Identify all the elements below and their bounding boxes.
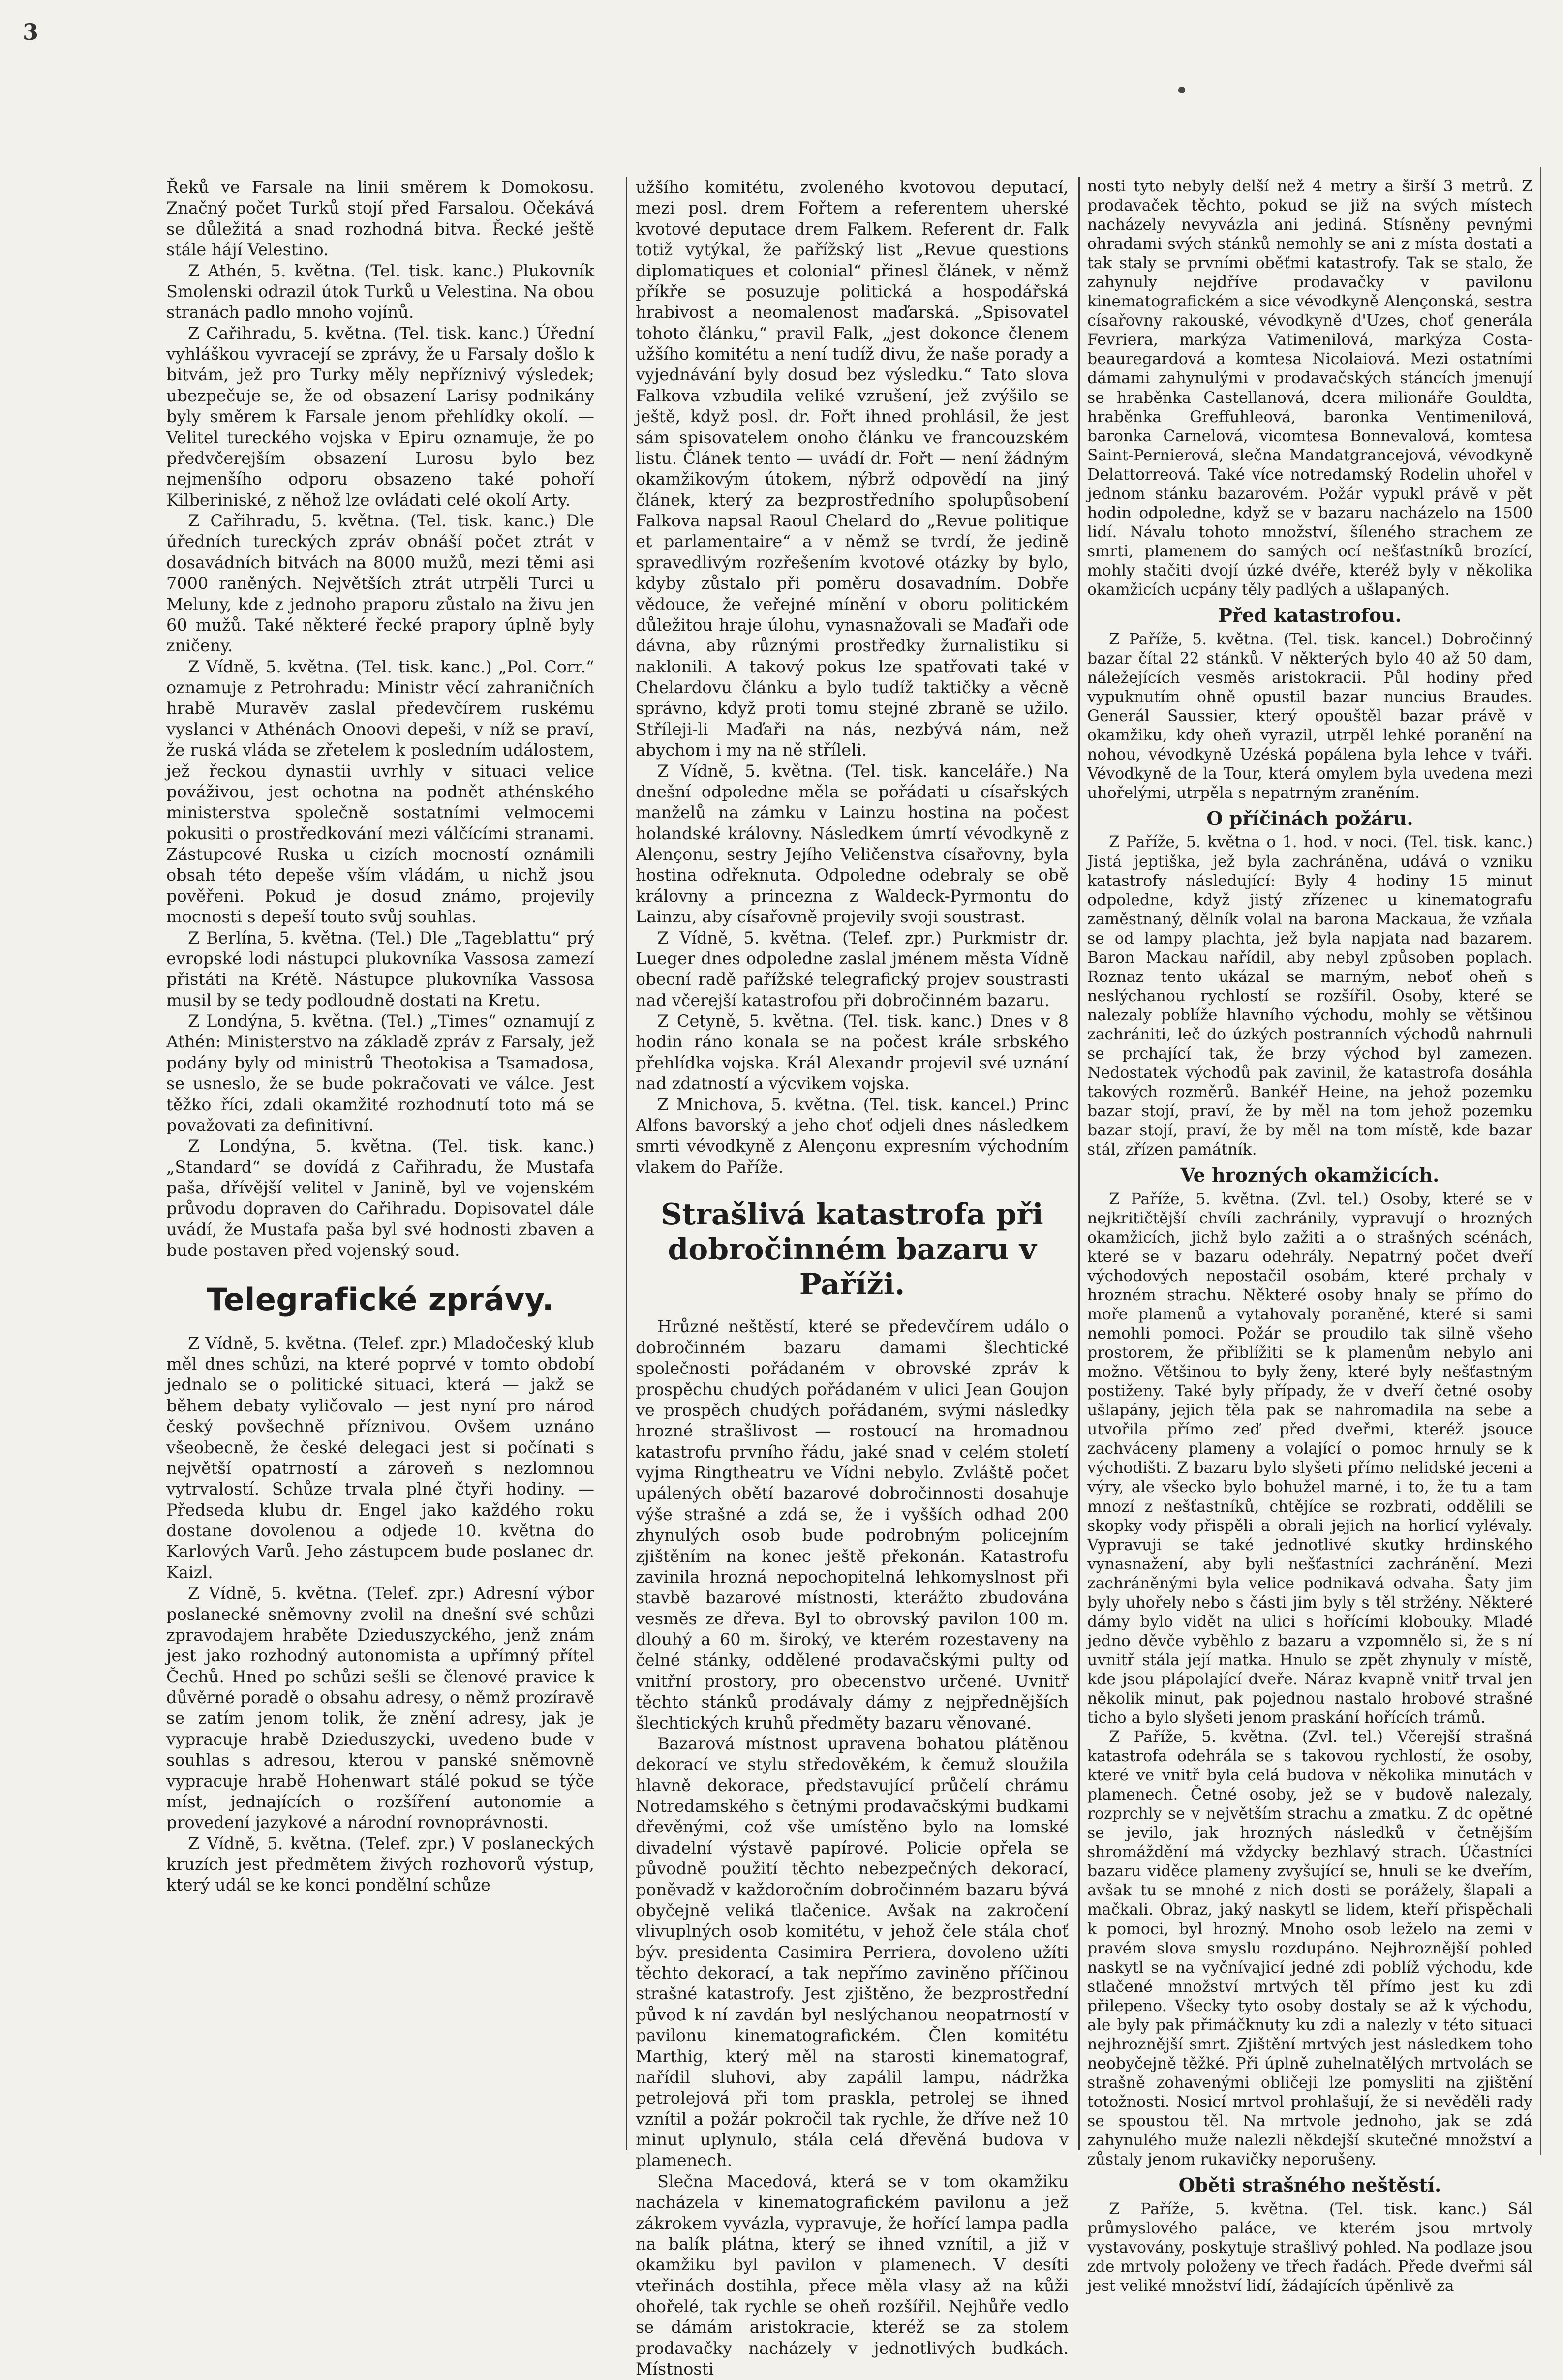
subheading-terrible-moments: Ve hrozných okamžicích. (1180, 1164, 1440, 1187)
article-paragraph: Slečna Macedová, která se v tom okamžiku nacházela v kinematografickém pavilonu a jež zákrokem vyvázla, vypravuje, že hořící lampa padla na balík plátna, který se ihned vznítil, a již v okamžiku byl pavilon v plamenech. V desíti vteřinách dostihla, přece měla vlasy až na kůži ohořelé, tak rychle se oheň rozšířil. Nejhůře vedlo se dámám aristokracie, kteréž se za stolem prodavačky nacházely v jednotlivých budkách. Místnosti (636, 2171, 1069, 2379)
article-paragraph: Z Paříže, 5. května. (Tel. tisk. kancel.) Dobročinný bazar čítal 22 stánků. V některých bylo 40 až 50 dam, náležejících vesměs aristokracii. Půl hodiny před vypuknutím ohně opustil bazar nuncius Braudes. Generál Saussier, který opouštěl bazar právě v okamžiku, kdy oheň vyrazil, utrpěl lehké poranění na nohou, vévodkyně Uzéská popálena byla lehce v tváři. Vévodkyně de la Tour, která omylem byla uvedena mezi uhořelými, utrpěla s nepatrným zraněním. (1087, 630, 1532, 802)
article-paragraph: Z Vídně, 5. května. (Telef. zpr.) V poslaneckých kruzích jest předmětem živých rozhovorů výstup, který udál se ke konci pondělní schůze (166, 1833, 594, 1895)
page-number: 3 (23, 19, 39, 45)
article-paragraph: Z Vídně, 5. května. (Tel. tisk. kanceláře.) Na dnešní odpoledne měla se pořádati u císařských manželů na zámku v Lainzu hostina na počest holandské královny. Následkem úmrtí vévodkyně z Alençonu, sestry Jejího Veličenstva císařovny, byla hostina odřeknuta. Odpoledne odebraly se obě královny a princezna z Waldeck-Pyrmontu do Lainzu, aby císařovně projevily svoji soustrast. (636, 761, 1069, 927)
subheading-before-catastrophe: Před katastrofou. (1218, 604, 1402, 627)
column-divider-1 (626, 177, 627, 2150)
article-paragraph: užšího komitétu, zvoleného kvotovou deputací, mezi posl. drem Fořtem a referentem uherské kvotové deputace drem Falkem. Referent dr. Falk totiž vytýkal, že pařížský list „Revue questions diplomatiques et colonial“ přinesl článek, v němž příkře se posuzuje politická a hospodářská hrabivost a neomalenost maďarská. „Spisovatel tohoto článku,“ pravil Falk, „jest dokonce členem užšího komitétu a není tudíž divu, že naše porady a vyjednávání byly dosud bez výsledku.“ Tato slova Falkova vzbudila veliké vzrušení, jež zvýšilo se ještě, když posl. dr. Fořt ihned prohlásil, že jest sám spisovatelem onoho článku ve francouzském listu. Článek tento — uvádí dr. Fořt — není žádným okamžikovým útokem, nýbrž odpovědí na jiný článek, který za bezprostředního spolupůsobení Falkova napsal Raoul Chelard do „Revue politique et parlamentaire“ a v němž se tvrdí, že jedině spravedlivým rozřešením kvotové otázky by bylo, kdyby zůstalo při poměru dosavadním. Dobře vědouce, že veřejné mínění v oboru politickém důležitou hraje úlohu, vynasnažovali se Maďaři ode dávna, aby různými prostředky žurnalistiku si naklonili. A takový pokus lze spatřovati také v Chelardovu článku a bylo tudíž taktičky a věcně správno, když proti tomu stejné zbraně se užilo. Stříleji-li Maďaři na nás, nezbývá nám, než abychom i my na ně stříleli. (636, 178, 1069, 760)
article-paragraph: Z Berlína, 5. května. (Tel.) Dle „Tageblattu“ prý evropské lodi nástupci plukovníka Vassosa zamezí přistáti na Krétě. Nástupce plukovníka Vassosa musil by se tedy podloudně dostati na Kretu. (166, 928, 594, 1010)
article-paragraph: nosti tyto nebyly delší než 4 metry a širší 3 metrů. Z prodavaček těchto, pokud se již na svých místech nacházely nevyvázla ani jediná. Stísněny pevnými ohradami svých stánků nemohly se ani z místa dostati a tak staly se prvními oběťmi katastrofy. Tak se stalo, že zahynuly nejdříve prodavačky v pavilonu kinematografickém a sice vévodkyně Alençonská, sestra císařovny rakouské, vévodkyně d'Uzes, choť generála Fevriera, markýza Vatimenilová, markýza Costa-beauregardová a komtesa Nicolaiová. Mezi ostatními dámami zahynulými v prodavačských stáncích jmenují se hraběnka Castellanová, dcera milionáře Gouldta, hraběnka Greffuhleová, baronka Ventimenilová, baronka Carnelová, vicomtesa Bonnevalová, komtesa Saint-Pernierová, slečna Mandatgrancejová, vévodkyně Delattorreová. Také více notredamský Rodelin uhořel v jednom stánku bazarovém. Požár vypukl právě v pět hodin odpoledne, když se v bazaru nacházelo na 1500 lidí. Návalu tohoto množství, šíleného strachem ze smrti, plamenem do samých ocí nešťastníků brozící, mohly stačiti dvojí úzké dvéře, kteréž byly v několika okamžicích ucpány těly padlých a ušlapaných. (1087, 178, 1532, 599)
column-2 (636, 177, 1069, 2379)
column-1 (166, 177, 594, 2150)
article-paragraph: Z Paříže, 5. května. (Zvl. tel.) Osoby, které se v nejkritičtější chvíli zachránily, vypravují o hrozných okamžicích, jichž bylo zažiti a o strašných scénách, které se v bazaru odehrály. Nepatrný počet dveří východových nepostačil osobám, které prchaly v hrozném strachu. Některé osoby hnaly se přímo do moře plamenů a vytahovaly poraněné, které si sami nemohli pomoci. Požár se proudilo tak silně všeho prostorem, že přiblížiti se k plamenům nebylo ani možno. Většinou to byly ženy, které byly nešťastným postiženy. Také byly případy, že v dveří četné osoby ušlapány, jejich těla pak se nahromadila na sebe a utvořila přímo zeď před dveřmi, kteréž jsouce zachváceny plameny a volající o pomoc hrnuly se k východišti. Z bazaru bylo slyšeti přímo nelidské jeceni a výry, ale všecko bylo bohužel marné, i to, že tu a tam mnozí z nešťastníků, chtějíce se rozbrati, oddělili se skopky vody přispěli a obrali jejich na horlicí vylévaly. Vypravuji se také jednotlivé skutky hrdinského vynasnažení, aby byli nešťastníci zachránění. Mezi zachráněnými byla velice podnikavá odvaha. Šaty jim byly uhořely nebo s části jim byly s těl stržény. Některé dámy bylo vidět na ulici s hořícími klobouky. Mladé jedno děvče vyběhlo z bazaru a vzpomnělo si, že s ní uvnitř stála její matka. Hnulo se zpět zhynuly v místě, kde jsou plápolající dveře. Náraz kvapně vnitř trval jen několik minut, pak pojednou nastalo hrobové strašné ticho a bylo slyšeti jenom praskání hořících trámů. (1087, 1190, 1532, 1727)
article-paragraph: Řeků ve Farsale na linii směrem k Domokosu. Značný počet Turků stojí před Farsalou. Očekává se důležitá a snad rozhodná bitva. Řecké ještě stále hájí Velestino. (166, 178, 594, 260)
article-paragraph: Z Paříže, 5. května. (Tel. tisk. kanc.) Sál průmyslového paláce, ve kterém jsou mrtvoly vystavovány, poskytuje strašlivý pohled. Na podlaze jsou zde mrtvoly položeny ve třech řadách. Přede dveřmi sál jest veliké množství lidí, žádajících úpěnlivě za (1087, 2200, 1532, 2295)
article-paragraph: Z Londýna, 5. května. (Tel. tisk. kanc.) „Standard“ se dovídá z Cařihradu, že Mustafa paša, dřívější velitel v Janině, byl ve vojenském průvodu dopraven do Cařihradu. Dopisovatel dále uvádí, že Mustafa paša byl své hodnosti zbaven a bude postaven před vojenský soud. (166, 1136, 594, 1260)
subheading-causes-of-fire: O příčinách požáru. (1206, 807, 1413, 829)
article-paragraph: Z Paříže, 5. května. (Zvl. tel.) Včerejší strašná katastrofa odehrála se s takovou rychlostí, že osoby, které ve vnitř byla celá budova v několika minutách v plamenech. Četné osoby, jež se v budově nalezaly, rozprchly se v největším strachu a zmatku. Z dc opětné se jevilo, jak hrozných následků v četnějším shromáždění má vždycky bezhlavý strach. Účastníci bazaru viděce plameny zvyšující se, hnuli se ke dveřím, avšak tu se mnohé z nich dosti se porážely, šlapali a mačkali. Obraz, jaký naskytl se lidem, kteří přispěchali k pomoci, byl hrozný. Mnoho osob leželo na zemi v pravém slova smyslu rozdupáno. Nejhroznější pohled naskytl se na vyčnívajicí jedné zdi poblíž východu, kde stlačené množství mrtvých těl přímo jest ku zdi přilepeno. Všecky tyto osoby dostaly se až k východu, ale byly pak přimáčknuty ku zdi a nalezly v této situaci nejhroznější smrt. Zjištění mrtvých jest následkem toho neobyčejně těžké. Při úplně zuhelnatělých mrtvolách se strašně zohavenými obličeji lze pomysliti na zjištění totožnosti. Nosicí mrtvol prohlašují, že si nevěděli rady se spoustou těl. Na mrtvole jednoho, jak se zdá zahynulého muže nalezli někdejší skutečné množství a zůstaly jenom rukavičky neporušeny. (1087, 1728, 1532, 2169)
ink-dot (1178, 87, 1185, 93)
article-paragraph: Z Paříže, 5. května o 1. hod. v noci. (Tel. tisk. kanc.) Jistá jeptiška, jež byla zachráněna, udává o vzniku katastrofy následující: Byly 4 hodiny 15 minut odpoledne, když jistý zřízenec u kinematografu zaměstnaný, dělník volal na barona Mackaua, že vzňala se od lampy plachta, jež byla napjata nad bazarem. Baron Mackau nařídil, aby nebyl způsoben poplach. Roznaz tento ukázal se marným, neboť oheň s neslýchanou rychlostí se rozšířil. Osoby, které se nalezaly poblíže hlavního východu, mohly se většinou zachrániti, leč do úzkých postranních východů nahrnuli se prchající tak, že brzy východ byl zamezen. Nedostatek východů pak zavinil, že katastrofa dosáhla takových rozměrů. Bankéř Heine, na jehož pozemku bazar stojí, praví, že by měl na tom jehož pozemku bazar stojí, praví, že by měl na tom místě, kde bazar stál, zřízen památník. (1087, 833, 1532, 1159)
article-paragraph: Z Cetyně, 5. května. (Tel. tisk. kanc.) Dnes v 8 hodin ráno konala se na počest krále srbského přehlídka vojska. Král Alexandr projevil své uznání nad zdatností a výcvikem vojska. (636, 1011, 1069, 1094)
article-paragraph: Z Cařihradu, 5. května. (Tel. tisk. kanc.) Úřední vyhláškou vyvracejí se zprávy, že u Farsaly došlo k bitvám, jež pro Turky měly nepříznivý výsledek; ubezpečuje se, že od obsazení Larisy podnikány byly směrem k Farsale jenom přehlídky okolí. — Velitel tureckého vojska v Epiru oznamuje, že po předvčerejším obsazení Lurosu bylo bez nejmenšího odporu obsazeno také pohoří Kilberiniské, z něhož lze ovládati celé okolí Arty. (166, 323, 594, 510)
column-divider-2 (1078, 177, 1080, 2150)
article-paragraph: Z Mnichova, 5. května. (Tel. tisk. kancel.) Princ Alfons bavorský a jeho choť odjeli dnes následkem smrti vévodkyně z Alençonu expresním východním vlakem do Paříže. (636, 1095, 1069, 1177)
article-paragraph: Hrůzné neštěstí, které se předevčírem událo o dobročinném bazaru damami šlechtické společnosti pořádaném v obrovské zpráv k prospěchu chudých pořádaném v ulici Jean Goujon ve prospěch chudých pořádaném, svými následky hrozné strašlivost — rostoucí na hromadnou katastrofu prvního řádu, jaké snad v celém století vyjma Ringtheatru ve Vídni nebylo. Zvláště počet upálených obětí bazarové dobročinnosti dosahuje výše strašné a zdá se, že i vyšších odhad 200 zhynulých osob bude podrobným policejním zjištěním na konec ještě překonán. Katastrofu zavinila hrozná nepochopitelná lehkomyslnost při stavbě bazarové místnosti, kterážto zbudována vesměs ze dřeva. Byl to obrovský pavilon 100 m. dlouhý a 60 m. široký, ve kterém rozestaveny na čelné stánky, oddělené prodavačskými pulty od vnitřní prostory, pro obecenstvo určené. Uvnitř těchto stánků prodávaly dámy z nejpřednějších šlechtických kruhů předměty bazaru věnované. (636, 1317, 1069, 1733)
page-edge-rule (1540, 167, 1541, 2155)
article-paragraph: Bazarová místnost upravena bohatou plátěnou dekorací ve stylu středověkém, k čemuž sloužila hlavně dekorace, představující průčelí chrámu Notredamského s četnými prodavačskými budkami dřevěnými, což vše umístěno bylo na lomské divadelní výstavě papírové. Policie opřela se původně použití těchto nebezpečných dekorací, poněvadž v každoročním dobročinném bazaru bývá obyčejně veliká tlačenice. Avšak na zakročení vlivuplných osob komitétu, v jehož čele stála choť býv. presidenta Casimira Perriera, dovoleno užíti těchto dekorací, a tak nepřímo zaviněno příčinou strašné katastrofy. Jest zjištěno, že bezprostřední původ k ní zavdán byl neslýchanou neopatrností v pavilonu kinematografickém. Člen komitétu Marthig, který měl na starosti kinematograf, nařídil sluhovi, aby zapálil lampu, nádržka petrolejová při tom praskla, petrolej se ihned vznítil a požár pokročil tak rychle, že dříve než 10 minut uplynulo, stála celá dřevěná budova v plamenech. (636, 1734, 1069, 2170)
section-heading-telegrams: Telegrafické zprávy. (207, 1281, 554, 1317)
article-paragraph: Z Vídně, 5. května. (Telef. zpr.) Mladočeský klub měl dnes schůzi, na které poprvé v tomto období jednalo se o politické situaci, která — jakž se během debaty vyličovalo — jest nyní pro národ český povšechně příznivou. Ovšem uznáno všeobecně, že české delegaci jest si počínati s největší opatrností a zároveň s nezlomnou vytrvalostí. Schůze trvala plné čtyři hodiny. — Předseda klubu dr. Engel jako každého roku dostane dovolenou a odjede 10. května do Karlových Varů. Jeho zástupcem bude poslanec dr. Kaizl. (166, 1333, 594, 1582)
article-paragraph: Z Cařihradu, 5. května. (Tel. tisk. kanc.) Dle úředních tureckých zpráv obnáší počet ztrát v dosavádních bitvách na 8000 mužů, mezi těmi asi 7000 raněných. Největších ztrát utrpěli Turci u Meluny, kde z jednoho praporu zůstalo na živu jen 60 mužů. Také některé řecké prapory úplně byly zničeny. (166, 511, 594, 656)
headline-catastrophe: Strašlivá katastrofa při dobročinném bazaru v Paříži. (661, 1197, 1043, 1302)
article-paragraph: Z Vídně, 5. května. (Telef. zpr.) Adresní výbor poslanecké sněmovny zvolil na dnešní své schůzi zpravodajem hraběte Dzieduszyckého, jenž znám jest jako rozhodný autonomista a upřímný přítel Čechů. Hned po schůzi sešli se členové pravice k důvěrné poradě o obsahu adresy, o němž prozíravě se zatím jenom tolik, že znění adresy, jak je vypracuje hrabě Dzieduszycki, uvedeno bude v souhlas s adresou, kterou v panské sněmovně vypracuje hrabě Hohenwart stálé pokud se týče míst, jednajících o rozšíření autonomie a provedení jazykové a národní rovnoprávnosti. (166, 1584, 594, 1832)
article-paragraph: Z Athén, 5. května. (Tel. tisk. kanc.) Plukovník Smolenski odrazil útok Turků u Velestina. Na obou stranách padlo mnoho vojínů. (166, 261, 594, 322)
subheading-victims: Oběti strašného neštěstí. (1178, 2174, 1441, 2197)
article-paragraph: Z Londýna, 5. května. (Tel.) „Times“ oznamují z Athén: Ministerstvo na základě zpráv z Farsaly, jež podány byly od ministrů Theotokisa a Tsamadosa, se usneslo, že se bude pokračovati ve válce. Jest těžko říci, zdali okamžité rozhodnutí toto má se považovati za definitivní. (166, 1011, 594, 1135)
article-paragraph: Z Vídně, 5. května. (Telef. zpr.) Purkmistr dr. Lueger dnes odpoledne zaslal jménem města Vídně obecní radě pařížské telegrafický projev soustrasti nad včerejší katastrofou při dobročinném bazaru. (636, 928, 1069, 1010)
column-3 (1087, 177, 1532, 2295)
article-paragraph: Z Vídně, 5. května. (Tel. tisk. kanc.) „Pol. Corr.“ oznamuje z Petrohradu: Ministr věcí zahraničních hrabě Muravěv zaslal předevčírem ruskému vyslanci v Athénách Onoovi depeši, v níž se praví, že ruská vláda se zřetelem k posledním událostem, jež řeckou dynastii uvrhly v situaci velice pováživou, jest ochotna na podnět athénského ministerstva společně sostatními velmocemi pokusiti o prostředkování mezi válčícími stranami. Zástupcové Ruska u cizích mocností oznámili obsah této depeše vším vládám, u nichž jsou pověřeni. Pokud je dosud známo, projevily mocnosti s depeší touto svůj souhlas. (166, 657, 594, 927)
